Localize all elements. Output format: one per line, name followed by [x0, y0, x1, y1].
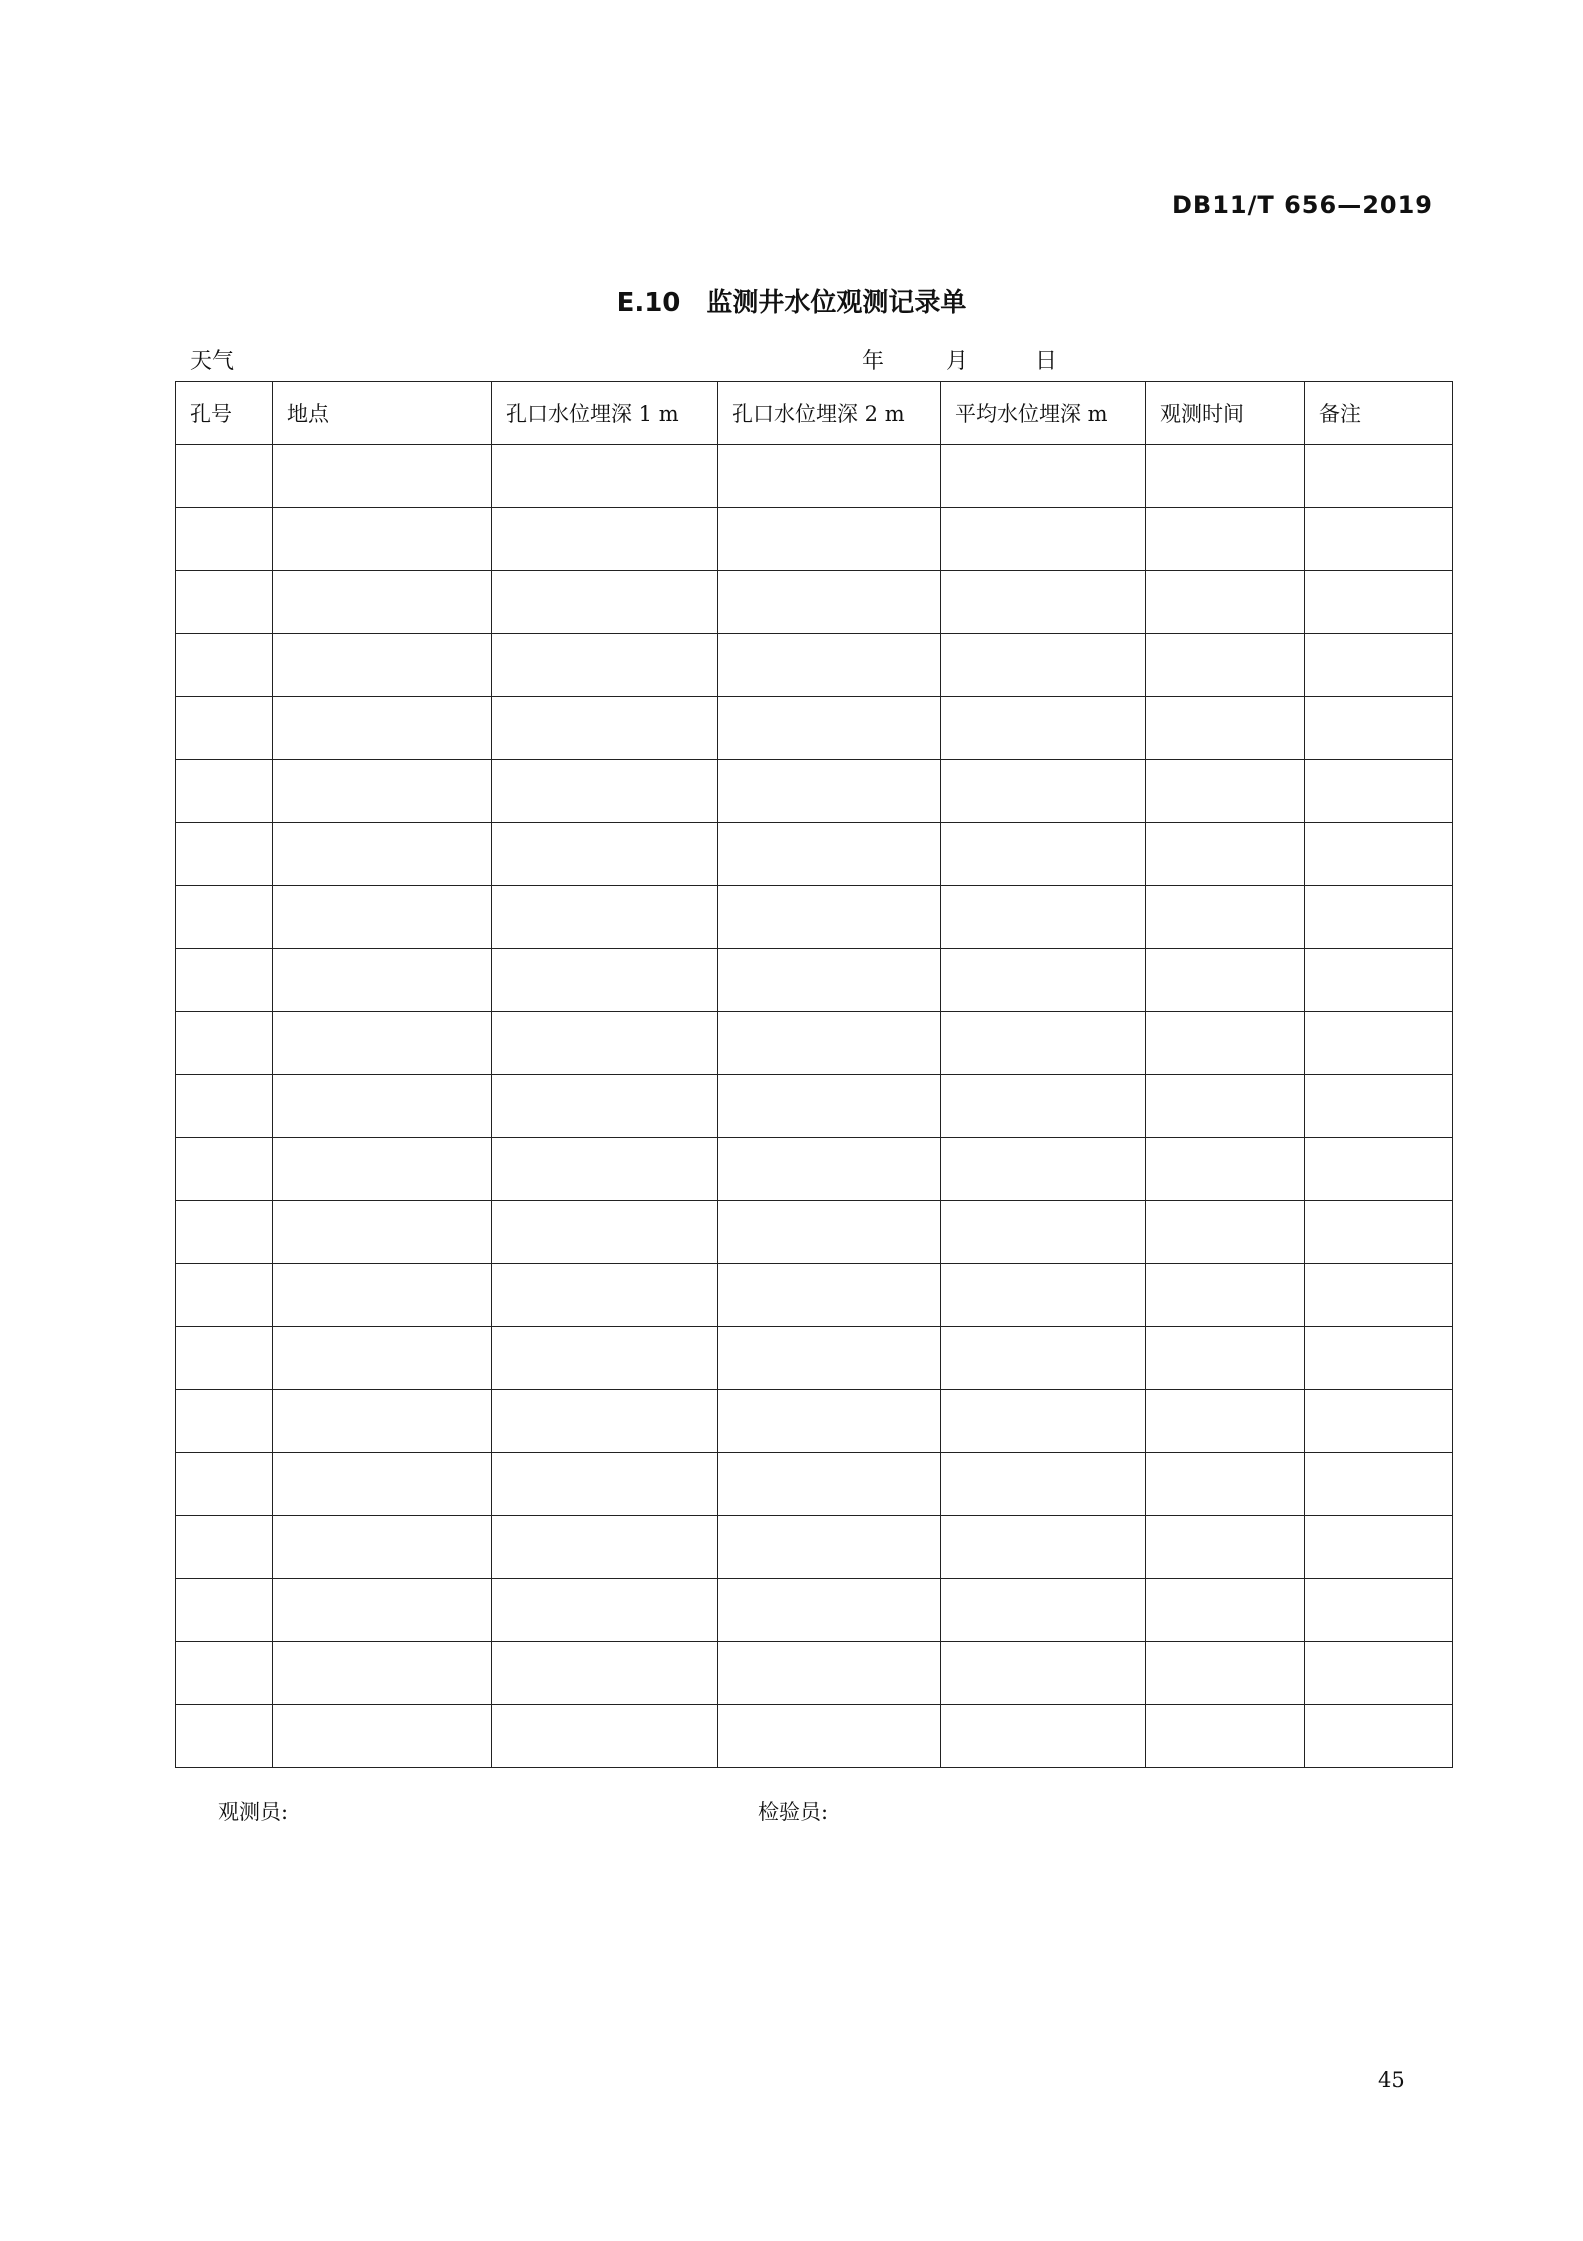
cell-remarks — [1305, 1453, 1453, 1516]
cell-location — [273, 1516, 492, 1579]
cell-remarks — [1305, 508, 1453, 571]
cell-hole-number — [176, 571, 273, 634]
column-header-location: 地点 — [273, 382, 492, 445]
column-header-remarks: 备注 — [1305, 382, 1453, 445]
cell-depth-1 — [492, 1642, 718, 1705]
cell-location — [273, 886, 492, 949]
cell-average-depth — [941, 1012, 1146, 1075]
cell-observation-time — [1146, 1453, 1305, 1516]
cell-hole-number — [176, 1516, 273, 1579]
cell-remarks — [1305, 697, 1453, 760]
cell-remarks — [1305, 1642, 1453, 1705]
form-number: E.10 — [616, 288, 681, 318]
cell-depth-2 — [718, 823, 941, 886]
cell-average-depth — [941, 1705, 1146, 1768]
column-header-hole-number: 孔号 — [176, 382, 273, 445]
cell-remarks — [1305, 760, 1453, 823]
cell-depth-2 — [718, 1075, 941, 1138]
cell-depth-2 — [718, 1138, 941, 1201]
cell-depth-1 — [492, 697, 718, 760]
cell-location — [273, 697, 492, 760]
cell-depth-2 — [718, 571, 941, 634]
cell-depth-2 — [718, 1012, 941, 1075]
cell-remarks — [1305, 1138, 1453, 1201]
cell-location — [273, 1138, 492, 1201]
table-row — [176, 1642, 1453, 1705]
table-row — [176, 1705, 1453, 1768]
cell-average-depth — [941, 508, 1146, 571]
cell-hole-number — [176, 697, 273, 760]
table-row — [176, 1453, 1453, 1516]
day-label: 日 — [1035, 349, 1058, 374]
cell-location — [273, 1642, 492, 1705]
cell-average-depth — [941, 760, 1146, 823]
cell-depth-2 — [718, 1453, 941, 1516]
cell-depth-2 — [718, 1201, 941, 1264]
cell-location — [273, 1075, 492, 1138]
cell-average-depth — [941, 1390, 1146, 1453]
cell-remarks — [1305, 949, 1453, 1012]
cell-remarks — [1305, 445, 1453, 508]
cell-observation-time — [1146, 1327, 1305, 1390]
cell-observation-time — [1146, 760, 1305, 823]
cell-hole-number — [176, 1075, 273, 1138]
cell-location — [273, 1012, 492, 1075]
table-row — [176, 508, 1453, 571]
cell-remarks — [1305, 1390, 1453, 1453]
cell-remarks — [1305, 1264, 1453, 1327]
cell-location — [273, 949, 492, 1012]
cell-depth-1 — [492, 886, 718, 949]
cell-average-depth — [941, 1453, 1146, 1516]
cell-hole-number — [176, 823, 273, 886]
cell-location — [273, 823, 492, 886]
cell-depth-1 — [492, 634, 718, 697]
cell-average-depth — [941, 949, 1146, 1012]
cell-average-depth — [941, 1264, 1146, 1327]
cell-observation-time — [1146, 1012, 1305, 1075]
cell-average-depth — [941, 697, 1146, 760]
cell-hole-number — [176, 1705, 273, 1768]
cell-location — [273, 1327, 492, 1390]
table-row — [176, 823, 1453, 886]
cell-depth-1 — [492, 1327, 718, 1390]
cell-location — [273, 1201, 492, 1264]
cell-average-depth — [941, 1138, 1146, 1201]
cell-observation-time — [1146, 571, 1305, 634]
cell-location — [273, 1390, 492, 1453]
table-row — [176, 886, 1453, 949]
cell-observation-time — [1146, 1075, 1305, 1138]
cell-depth-1 — [492, 823, 718, 886]
cell-hole-number — [176, 949, 273, 1012]
cell-observation-time — [1146, 1642, 1305, 1705]
cell-hole-number — [176, 1642, 273, 1705]
cell-hole-number — [176, 1327, 273, 1390]
cell-average-depth — [941, 445, 1146, 508]
cell-depth-2 — [718, 1327, 941, 1390]
cell-hole-number — [176, 1579, 273, 1642]
cell-average-depth — [941, 1327, 1146, 1390]
table-row — [176, 445, 1453, 508]
cell-depth-2 — [718, 697, 941, 760]
cell-location — [273, 1705, 492, 1768]
month-label: 月 — [946, 349, 969, 374]
cell-depth-1 — [492, 508, 718, 571]
cell-remarks — [1305, 1705, 1453, 1768]
cell-remarks — [1305, 1201, 1453, 1264]
cell-observation-time — [1146, 823, 1305, 886]
cell-observation-time — [1146, 886, 1305, 949]
cell-observation-time — [1146, 634, 1305, 697]
cell-observation-time — [1146, 1264, 1305, 1327]
page-number: 45 — [1378, 2068, 1405, 2092]
table-row — [176, 697, 1453, 760]
cell-hole-number — [176, 1138, 273, 1201]
observer-label: 观测员: — [218, 1800, 289, 1824]
cell-remarks — [1305, 1579, 1453, 1642]
column-header-depth-2: 孔口水位埋深 2 m — [718, 382, 941, 445]
cell-depth-2 — [718, 1516, 941, 1579]
cell-location — [273, 571, 492, 634]
table-header-row — [176, 382, 1453, 445]
cell-location — [273, 634, 492, 697]
cell-depth-1 — [492, 571, 718, 634]
cell-average-depth — [941, 823, 1146, 886]
standard-code: DB11/T 656—2019 — [1172, 191, 1433, 219]
cell-average-depth — [941, 634, 1146, 697]
cell-observation-time — [1146, 949, 1305, 1012]
cell-depth-2 — [718, 634, 941, 697]
cell-remarks — [1305, 1075, 1453, 1138]
cell-depth-1 — [492, 1075, 718, 1138]
cell-depth-2 — [718, 1264, 941, 1327]
cell-remarks — [1305, 1012, 1453, 1075]
cell-average-depth — [941, 1201, 1146, 1264]
table-row — [176, 949, 1453, 1012]
cell-hole-number — [176, 760, 273, 823]
cell-average-depth — [941, 1516, 1146, 1579]
table-row — [176, 1201, 1453, 1264]
table-row — [176, 1327, 1453, 1390]
cell-depth-1 — [492, 949, 718, 1012]
form-title — [0, 282, 1583, 319]
cell-remarks — [1305, 886, 1453, 949]
cell-location — [273, 760, 492, 823]
year-label: 年 — [862, 349, 885, 374]
cell-depth-1 — [492, 1264, 718, 1327]
table-row — [176, 1075, 1453, 1138]
inspector-label: 检验员: — [758, 1800, 829, 1824]
cell-observation-time — [1146, 1705, 1305, 1768]
cell-average-depth — [941, 1075, 1146, 1138]
column-header-average-depth: 平均水位埋深 m — [941, 382, 1146, 445]
cell-average-depth — [941, 1642, 1146, 1705]
cell-hole-number — [176, 445, 273, 508]
cell-observation-time — [1146, 1201, 1305, 1264]
cell-remarks — [1305, 634, 1453, 697]
cell-depth-1 — [492, 1453, 718, 1516]
cell-depth-1 — [492, 1705, 718, 1768]
cell-depth-2 — [718, 1705, 941, 1768]
cell-hole-number — [176, 508, 273, 571]
record-table — [175, 381, 1453, 1768]
cell-average-depth — [941, 1579, 1146, 1642]
table-row — [176, 1390, 1453, 1453]
cell-remarks — [1305, 1327, 1453, 1390]
column-header-observation-time: 观测时间 — [1146, 382, 1305, 445]
cell-remarks — [1305, 571, 1453, 634]
cell-depth-2 — [718, 949, 941, 1012]
cell-observation-time — [1146, 1138, 1305, 1201]
cell-hole-number — [176, 1453, 273, 1516]
cell-depth-2 — [718, 1579, 941, 1642]
cell-location — [273, 508, 492, 571]
cell-depth-1 — [492, 1390, 718, 1453]
cell-depth-1 — [492, 1579, 718, 1642]
cell-depth-1 — [492, 760, 718, 823]
cell-hole-number — [176, 886, 273, 949]
table-row — [176, 1138, 1453, 1201]
cell-depth-2 — [718, 886, 941, 949]
form-title-text: 监测井水位观测记录单 — [706, 288, 967, 318]
cell-observation-time — [1146, 1390, 1305, 1453]
record-table-body — [176, 445, 1453, 1768]
cell-hole-number — [176, 634, 273, 697]
cell-hole-number — [176, 1201, 273, 1264]
table-row — [176, 634, 1453, 697]
cell-depth-2 — [718, 1642, 941, 1705]
cell-remarks — [1305, 823, 1453, 886]
cell-hole-number — [176, 1012, 273, 1075]
table-row — [176, 1579, 1453, 1642]
cell-average-depth — [941, 571, 1146, 634]
cell-depth-2 — [718, 445, 941, 508]
weather-label: 天气 — [190, 349, 235, 374]
date-line — [862, 344, 1057, 375]
table-row — [176, 760, 1453, 823]
cell-observation-time — [1146, 445, 1305, 508]
table-row — [176, 1264, 1453, 1327]
table-row — [176, 571, 1453, 634]
cell-depth-1 — [492, 445, 718, 508]
cell-depth-2 — [718, 760, 941, 823]
cell-depth-1 — [492, 1201, 718, 1264]
cell-depth-1 — [492, 1138, 718, 1201]
cell-hole-number — [176, 1264, 273, 1327]
cell-location — [273, 1453, 492, 1516]
cell-depth-1 — [492, 1012, 718, 1075]
column-header-depth-1: 孔口水位埋深 1 m — [492, 382, 718, 445]
cell-average-depth — [941, 886, 1146, 949]
cell-observation-time — [1146, 1579, 1305, 1642]
cell-depth-2 — [718, 508, 941, 571]
table-row — [176, 1516, 1453, 1579]
cell-observation-time — [1146, 697, 1305, 760]
cell-location — [273, 1264, 492, 1327]
cell-observation-time — [1146, 508, 1305, 571]
cell-depth-2 — [718, 1390, 941, 1453]
table-row — [176, 1012, 1453, 1075]
cell-hole-number — [176, 1390, 273, 1453]
cell-remarks — [1305, 1516, 1453, 1579]
cell-location — [273, 445, 492, 508]
cell-location — [273, 1579, 492, 1642]
cell-depth-1 — [492, 1516, 718, 1579]
cell-observation-time — [1146, 1516, 1305, 1579]
